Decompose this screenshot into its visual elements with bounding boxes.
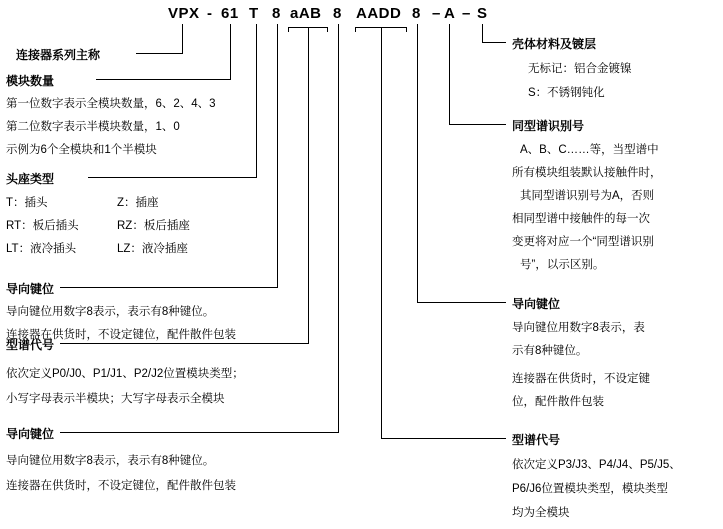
- leader-line-guidekeyright-horizontal: [417, 302, 506, 303]
- leader-line-shell-horizontal: [482, 42, 506, 43]
- text-guide-key-right-line3: 连接器在供货时，不设定键: [512, 373, 650, 385]
- code-segment-aab: aAB: [290, 5, 322, 22]
- text-same-spectrum-id-line1: A、B、C……等，当型谱中: [520, 144, 659, 156]
- code-segment-8b: 8: [333, 5, 342, 22]
- code-segment-dash3: –: [462, 5, 471, 22]
- leader-line-headtype-horizontal: [88, 177, 257, 178]
- leader-line-spectrumid-horizontal: [449, 124, 506, 125]
- leader-line-modelcode1-horizontal: [60, 343, 309, 344]
- text-guide-key-right-line2: 示有8种键位。: [512, 345, 588, 357]
- text-shell-material-line2: S：不锈钢钝化: [528, 87, 605, 99]
- text-head-type-r2c1: RT：板后插头: [6, 220, 79, 232]
- bracket-model-code-right-left-tick: [355, 27, 356, 32]
- text-model-code-right-line2: P6/J6位置模块类型，模块类型: [512, 483, 668, 495]
- text-guide-key-1-line1: 导向键位用数字8表示，表示有8种键位。: [6, 306, 215, 318]
- text-model-code-right-line1: 依次定义P3/J3、P4/J4、P5/J5、: [512, 459, 681, 471]
- label-module-count: 模块数量: [6, 74, 55, 88]
- bracket-model-code-1-left-tick: [288, 27, 289, 32]
- code-segment-8c: 8: [412, 5, 421, 22]
- code-segment-a: A: [444, 5, 456, 22]
- leader-line-shell-vertical: [482, 24, 483, 42]
- text-model-code-1-line2: 小写字母表示半模块；大写字母表示全模块: [6, 393, 225, 405]
- text-same-spectrum-id-line3: 其同型谱识别号为A，否则: [520, 190, 655, 202]
- text-module-count-line3: 示例为6个全模块和1个半模块: [6, 144, 157, 156]
- text-shell-material-line1: 无标记：铝合金镀镍: [528, 63, 632, 75]
- label-shell-material: 壳体材料及镀层: [512, 37, 597, 51]
- leader-line-modelcoderight-horizontal: [381, 438, 506, 439]
- code-segment-8a: 8: [272, 5, 281, 22]
- bracket-model-code-1-right-tick: [327, 27, 328, 32]
- text-module-count-line2: 第二位数字表示半模块数量，1、0: [6, 121, 180, 133]
- text-head-type-r2c2: RZ：板后插座: [117, 220, 190, 232]
- code-segment-aadd: AADD: [356, 5, 402, 22]
- text-head-type-r1c2: Z：插座: [117, 197, 159, 209]
- leader-line-guidekey1-horizontal: [60, 287, 278, 288]
- text-guide-key-1-line2: 连接器在供货时，不设定键位，配件散件包装: [6, 329, 236, 341]
- leader-line-headtype-vertical: [256, 24, 257, 177]
- text-model-code-1-line1: 依次定义P0/J0、P1/J1、P2/J2位置模块类型；: [6, 368, 244, 380]
- label-guide-key-1: 导向键位: [6, 282, 55, 296]
- text-guide-key-right-line1: 导向键位用数字8表示，表: [512, 322, 645, 334]
- text-model-code-right-line3: 均为全模块: [512, 507, 570, 519]
- leader-line-spectrumid-vertical: [449, 24, 450, 124]
- text-module-count-line1: 第一位数字表示全模块数量，6、2、4、3: [6, 98, 216, 110]
- text-guide-key-2-line1: 导向键位用数字8表示，表示有8种键位。: [6, 455, 215, 467]
- leader-line-guidekey1-vertical: [277, 24, 278, 287]
- leader-line-series-vertical: [182, 24, 183, 53]
- text-guide-key-right-line4: 位，配件散件包装: [512, 396, 604, 408]
- text-head-type-r3c1: LT：液冷插头: [6, 243, 77, 255]
- text-same-spectrum-id-line6: 号”，以示区别。: [520, 259, 605, 271]
- code-segment-s: S: [477, 5, 488, 22]
- code-segment-dash2: –: [432, 5, 441, 22]
- leader-line-guidekeyright-vertical: [417, 24, 418, 302]
- text-guide-key-2-line2: 连接器在供货时，不设定键位，配件散件包装: [6, 480, 236, 492]
- label-same-spectrum-id: 同型谱识别号: [512, 119, 585, 133]
- code-segment-61: 61: [221, 5, 239, 22]
- leader-line-modelcode1-vertical: [308, 27, 309, 343]
- label-model-code-1: 型谱代号: [6, 338, 55, 352]
- text-head-type-r3c2: LZ：液冷插座: [117, 243, 188, 255]
- text-same-spectrum-id-line2: 所有模块组装默认接触件时，: [512, 167, 662, 179]
- leader-line-modulecount-horizontal: [96, 79, 231, 80]
- code-segment-dash1: -: [207, 5, 213, 22]
- leader-line-modulecount-vertical: [230, 24, 231, 79]
- leader-line-guidekey2-vertical: [338, 24, 339, 432]
- leader-line-modelcoderight-vertical: [381, 27, 382, 438]
- label-series-name: 连接器系列主称: [16, 48, 101, 62]
- code-segment-vpx: VPX: [168, 5, 200, 22]
- label-guide-key-right: 导向键位: [512, 297, 561, 311]
- label-model-code-right: 型谱代号: [512, 433, 561, 447]
- label-guide-key-2: 导向键位: [6, 427, 55, 441]
- label-head-type: 头座类型: [6, 172, 55, 186]
- leader-line-series-horizontal: [136, 53, 183, 54]
- code-segment-t: T: [249, 5, 259, 22]
- text-same-spectrum-id-line5: 变更将对应一个“同型谱识别: [512, 236, 654, 248]
- text-head-type-r1c1: T：插头: [6, 197, 48, 209]
- leader-line-guidekey2-horizontal: [60, 432, 339, 433]
- text-same-spectrum-id-line4: 相同型谱中接触件的每一次: [512, 213, 650, 225]
- bracket-model-code-right-right-tick: [406, 27, 407, 32]
